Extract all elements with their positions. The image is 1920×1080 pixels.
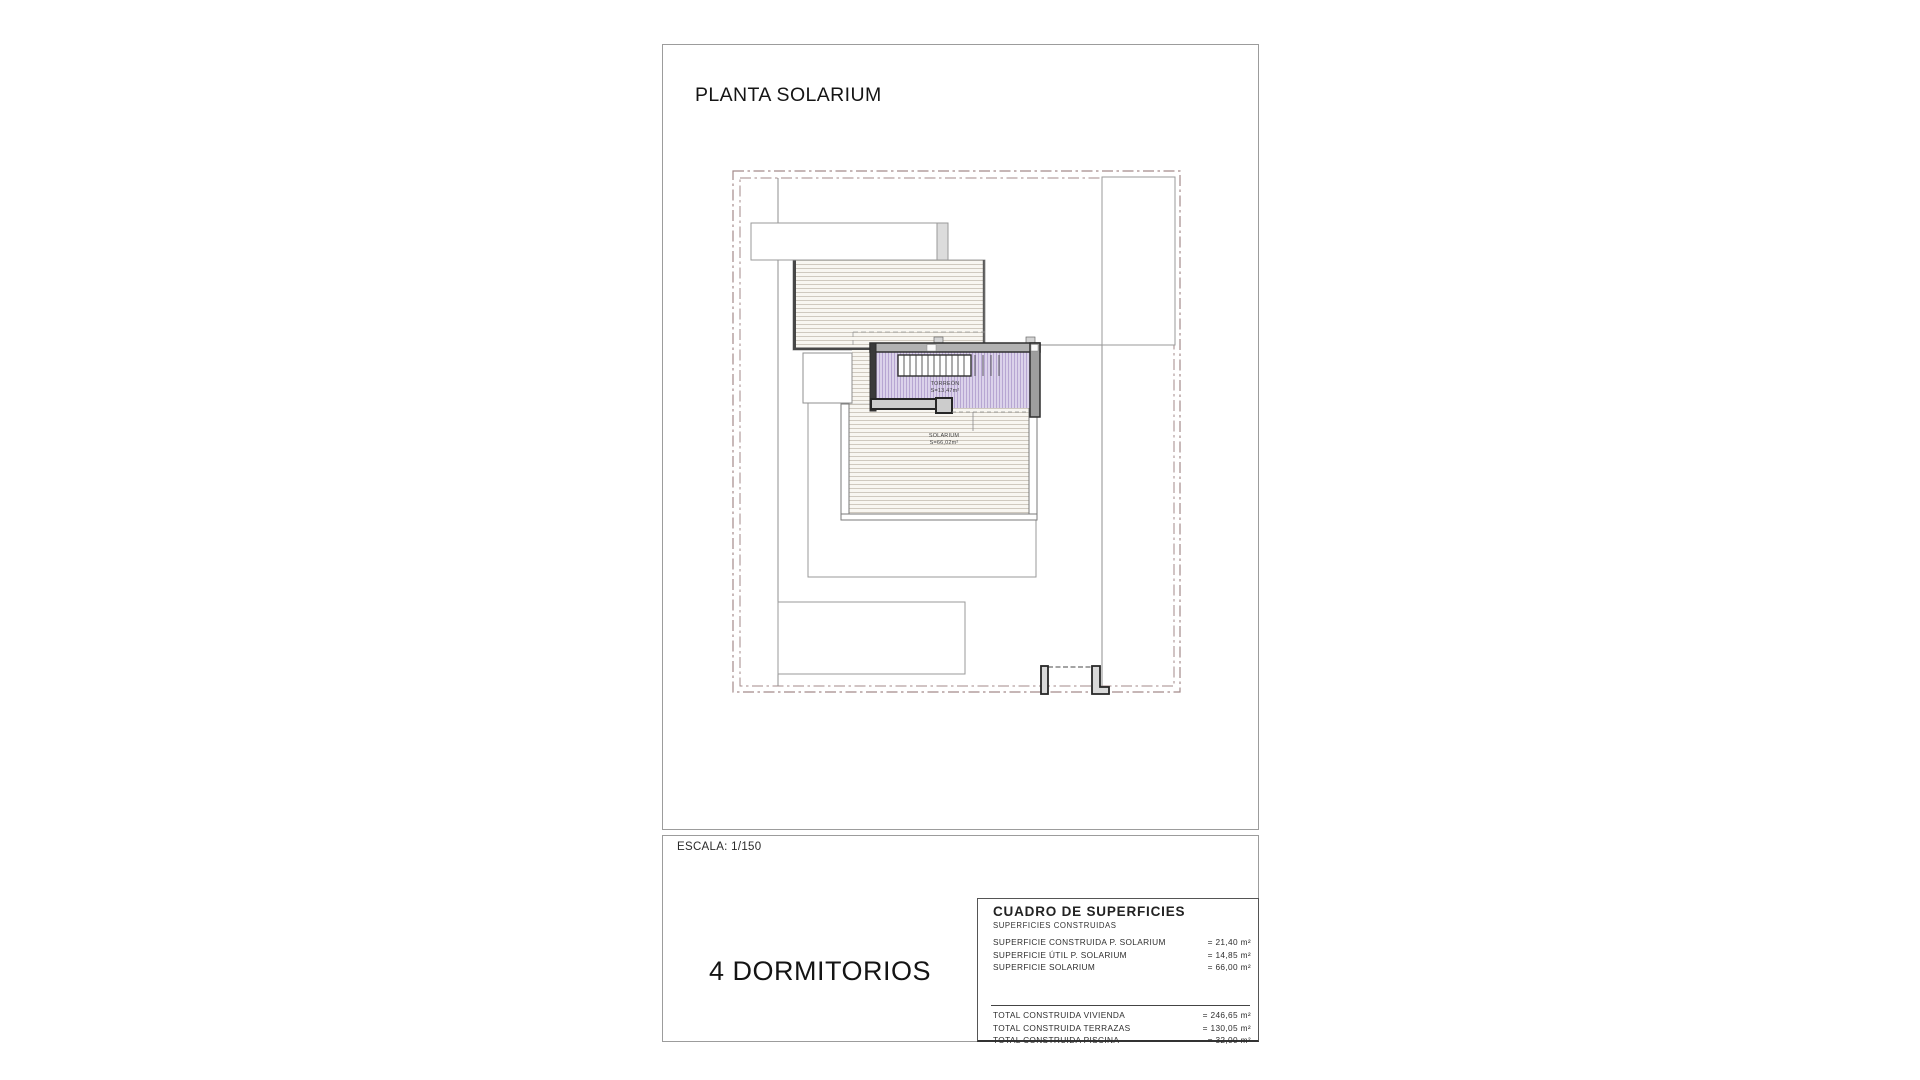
roof-step [803, 353, 852, 403]
row-value: = 246,65 m² [1202, 1010, 1251, 1020]
outbuilding-outline [778, 602, 965, 674]
table-row [993, 936, 1251, 949]
row-value: = 66,00 m² [1207, 962, 1251, 972]
row-label: SUPERFICIE CONSTRUIDA P. SOLARIUM [993, 937, 1166, 947]
row-label: SUPERFICIE SOLARIUM [993, 962, 1096, 972]
row-label: TOTAL CONSTRUIDA TERRAZAS [993, 1022, 1131, 1033]
surfaces-table [977, 898, 1259, 1045]
torreon-label [931, 381, 960, 394]
annex-outline [1102, 177, 1175, 345]
solarium-area: S=66,02m² [929, 439, 959, 446]
row-label: TOTAL CONSTRUIDA VIVIENDA [993, 1010, 1126, 1020]
pergola-bar [751, 223, 948, 260]
table-row [993, 949, 1251, 962]
table-row [993, 1034, 1251, 1047]
solarium-name: SOLARIUM [928, 433, 960, 439]
row-label: SUPERFICIE ÚTIL P. SOLARIUM [993, 949, 1127, 960]
bedrooms-label: 4 DORMITORIOS [709, 956, 932, 986]
torreon-name: TORREÓN [930, 381, 960, 387]
solarium-label [929, 433, 959, 446]
table-row [993, 1022, 1251, 1035]
surfaces-table-subtitle: SUPERFICIES CONSTRUIDAS [993, 921, 1117, 930]
torreon-area: S=13,47m² [930, 387, 960, 394]
row-value: = 21,40 m² [1207, 937, 1251, 947]
row-value: = 32,00 m² [1207, 1035, 1251, 1045]
row-label: TOTAL CONSTRUIDA PISCINA [993, 1035, 1120, 1045]
solarium-deck [841, 404, 1037, 520]
table-row [993, 1009, 1251, 1022]
surfaces-rows [993, 936, 1251, 974]
table-divider [991, 1005, 1250, 1006]
page-title: PLANTA SOLARIUM [695, 84, 882, 106]
surfaces-table-title: CUADRO DE SUPERFICIES [993, 904, 1186, 919]
row-value: = 14,85 m² [1207, 949, 1251, 960]
scale-label: ESCALA: 1/150 [677, 841, 762, 853]
table-row [993, 961, 1251, 974]
row-value: = 130,05 m² [1202, 1022, 1251, 1033]
parapet-post [936, 398, 952, 413]
totals-rows [993, 1009, 1251, 1047]
pool-access-walls [1041, 666, 1109, 694]
